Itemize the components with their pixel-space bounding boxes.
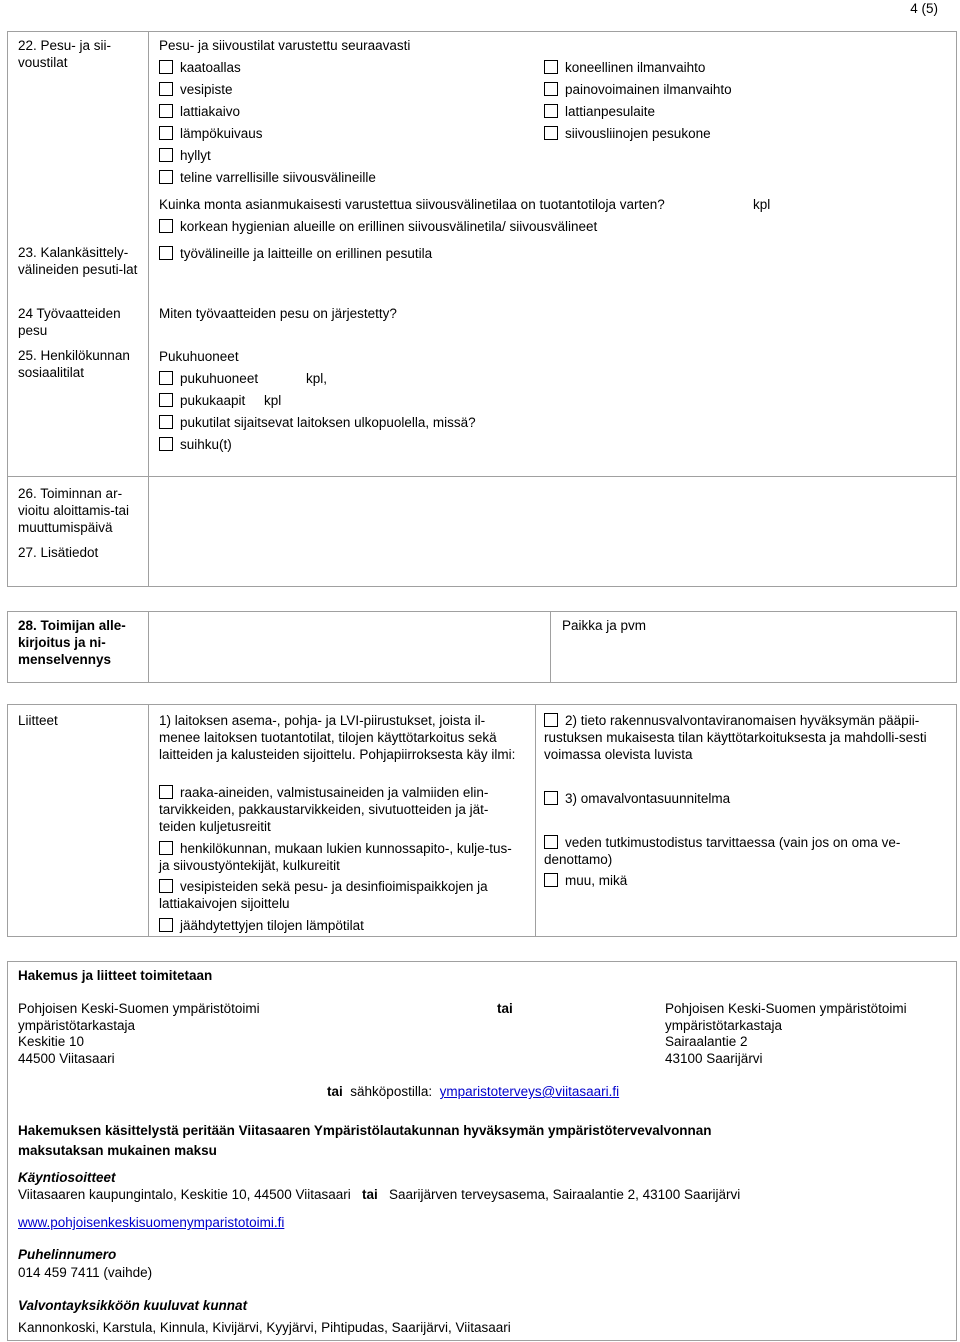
- checkbox-icon[interactable]: [159, 82, 173, 96]
- section23-label: 23. Kalankäsittely-välineiden pesuti-lat: [18, 245, 138, 277]
- address1-line3: Keskitie 10: [18, 1034, 85, 1049]
- section22-question: Kuinka monta asianmukaisesti varustettua siivousvälinetilaa on tuotantotiloja varten?: [159, 197, 665, 212]
- place-date-label: Paikka ja pvm: [562, 618, 647, 633]
- phone-number: 014 459 7411 (vaihde): [18, 1265, 153, 1280]
- option-tyovalineille-pesutila[interactable]: työvälineille ja laitteille on erillinen pesutila: [159, 245, 432, 262]
- attachment-sub-item-1[interactable]: raaka-aineiden, valmistusaineiden ja valmiiden elin-tarvikkeiden, pakkaustarvikkeiden, sivutuotteiden ja jät-teiden kuljetusreitit: [159, 785, 489, 834]
- option-korkean-hygienian[interactable]: korkean hygienian alueille on erillinen siivousvälinetila/ siivousvälineet: [159, 218, 597, 235]
- attachments-divider-2: [535, 704, 536, 937]
- email-link[interactable]: ymparistoterveys@viitasaari.fi: [439, 1084, 620, 1099]
- checkbox-icon[interactable]: [159, 126, 173, 140]
- attachment-sub-item-3[interactable]: vesipisteiden sekä pesu- ja desinfioimispaikkojen ja lattiakaivojen sijoittelu: [159, 879, 488, 911]
- option-vesipiste[interactable]: vesipiste: [159, 81, 233, 98]
- option-suihku[interactable]: suihku(t): [159, 436, 232, 453]
- checkbox-icon[interactable]: [159, 785, 173, 799]
- attachment-sub-item-4[interactable]: jäähdytettyjen tilojen lämpötilat: [159, 917, 521, 934]
- checkbox-icon[interactable]: [159, 104, 173, 118]
- section26-label: 26. Toiminnan ar-vioitu aloittamis-tai muuttumispäivä: [18, 486, 130, 535]
- checkbox-icon[interactable]: [159, 219, 173, 233]
- section24-label: 24 Työvaatteiden pesu: [18, 306, 121, 338]
- visit-heading: Käyntiosoitteet: [18, 1170, 116, 1185]
- pukuhuoneet-unit: kpl,: [306, 371, 328, 386]
- option-lampokuivaus[interactable]: lämpökuivaus: [159, 125, 263, 142]
- phone-heading: Puhelinnumero: [18, 1247, 117, 1262]
- row-separator-26: [7, 476, 957, 477]
- place-date-field[interactable]: [554, 636, 952, 680]
- checkbox-icon[interactable]: [544, 60, 558, 74]
- signature-divider-2: [550, 611, 551, 683]
- section22-kpl: kpl: [753, 197, 771, 212]
- checkbox-icon[interactable]: [544, 835, 558, 849]
- pukukaapit-unit: kpl: [264, 393, 282, 408]
- section27-label: 27. Lisätiedot: [18, 545, 99, 560]
- checkbox-icon[interactable]: [544, 713, 558, 727]
- checkbox-icon[interactable]: [544, 82, 558, 96]
- option-teline[interactable]: teline varrellisille siivousvälineille: [159, 169, 376, 186]
- main-table-divider: [148, 31, 149, 587]
- checkbox-icon[interactable]: [544, 104, 558, 118]
- checkbox-icon[interactable]: [544, 873, 558, 887]
- address1-line2: ympäristötarkastaja: [18, 1018, 136, 1033]
- address2-line3: Sairaalantie 2: [665, 1034, 748, 1049]
- section25-heading: Pukuhuoneet: [159, 349, 239, 364]
- footer-heading: Hakemus ja liitteet toimitetaan: [18, 968, 213, 983]
- fee-text: Hakemuksen käsittelystä peritään Viitasaaren Ympäristölautakunnan hyväksymän ympäristötervevalvonnan maksutaksan mukainen maksu: [18, 1123, 712, 1158]
- attachments-divider-1: [148, 704, 149, 937]
- checkbox-icon[interactable]: [159, 60, 173, 74]
- checkbox-icon[interactable]: [159, 170, 173, 184]
- checkbox-icon[interactable]: [159, 371, 173, 385]
- address2-line2: ympäristötarkastaja: [665, 1018, 783, 1033]
- option-painovoimainen-ilmanvaihto[interactable]: painovoimainen ilmanvaihto: [544, 81, 732, 98]
- option-koneellinen-ilmanvaihto[interactable]: koneellinen ilmanvaihto: [544, 59, 705, 76]
- address2-line4: 43100 Saarijärvi: [665, 1051, 763, 1066]
- checkbox-icon[interactable]: [159, 246, 173, 260]
- checkbox-icon[interactable]: [159, 393, 173, 407]
- section22-intro: Pesu- ja siivoustilat varustettu seuraavasti: [159, 38, 411, 53]
- section24-question: Miten työvaatteiden pesu on järjestetty?: [159, 306, 397, 321]
- checkbox-icon[interactable]: [159, 415, 173, 429]
- checkbox-icon[interactable]: [159, 918, 173, 932]
- signature-field[interactable]: [152, 615, 546, 679]
- checkbox-icon[interactable]: [159, 148, 173, 162]
- attachments-label: Liitteet: [18, 713, 58, 728]
- checkbox-icon[interactable]: [159, 437, 173, 451]
- members-list: Kannonkoski, Karstula, Kinnula, Kivijärvi, Kyyjärvi, Pihtipudas, Saarijärvi, Viitasaari: [18, 1320, 511, 1335]
- main-table: [7, 31, 957, 587]
- address1-line1: Pohjoisen Keski-Suomen ympäristötoimi: [18, 1001, 260, 1016]
- visit-addresses: Viitasaaren kaupungintalo, Keskitie 10, 44500 Viitasaari tai Saarijärven terveysasema, Sairaalantie 2, 43100 Saarijärvi: [18, 1187, 741, 1202]
- option-kaatoallas[interactable]: kaatoallas: [159, 59, 241, 76]
- section25-label: 25. Henkilökunnan sosiaalitilat: [18, 348, 130, 380]
- attachment-item-3[interactable]: 3) omavalvontasuunnitelma: [544, 790, 949, 807]
- address2-line1: Pohjoisen Keski-Suomen ympäristötoimi: [665, 1001, 907, 1016]
- attachment-item-4[interactable]: veden tutkimustodistus tarvittaessa (vain jos on oma ve-denottamo): [544, 835, 901, 867]
- attachment-item-1: 1) laitoksen asema-, pohja- ja LVI-piirustukset, joista il-menee laitoksen tuotantotilat, tilojen käyttötarkoitus sekä laitteiden ja kalusteiden sijoittelu. Pohjapiirroksesta käy ilmi:: [159, 713, 516, 762]
- address-or: tai: [497, 1001, 513, 1016]
- option-lattiakaivo[interactable]: lattiakaivo: [159, 103, 240, 120]
- option-pukutilat-ulkopuolella[interactable]: pukutilat sijaitsevat laitoksen ulkopuolella, missä?: [159, 414, 476, 431]
- option-lattianpesulaite[interactable]: lattianpesulaite: [544, 103, 655, 120]
- attachment-item-5[interactable]: muu, mikä: [544, 872, 949, 889]
- attachment-item-2[interactable]: 2) tieto rakennusvalvontaviranomaisen hyväksymän pääpii-rustuksen mukaisesta tilan käyttötarkoituksesta ja mahdolli-sesti voimassa olevista luvista: [544, 713, 927, 762]
- section28-label: 28. Toimijan alle-kirjoitus ja ni-menselvennys: [18, 618, 126, 667]
- address1-line4: 44500 Viitasaari: [18, 1051, 115, 1066]
- website-link[interactable]: www.pohjoisenkeskisuomenymparistotoimi.fi: [18, 1215, 285, 1230]
- option-hyllyt[interactable]: hyllyt: [159, 147, 211, 164]
- members-heading: Valvontayksikköön kuuluvat kunnat: [18, 1298, 248, 1313]
- option-pukukaapit[interactable]: pukukaapit: [159, 392, 245, 409]
- option-siivousliinojen-pesukone[interactable]: siivousliinojen pesukone: [544, 125, 711, 142]
- attachment-sub-item-2[interactable]: henkilökunnan, mukaan lukien kunnossapito-, kulje-tus- ja siivoustyöntekijät, kulkureitit: [159, 841, 512, 873]
- checkbox-icon[interactable]: [544, 126, 558, 140]
- section22-label: 22. Pesu- ja sii-voustilat: [18, 38, 112, 70]
- email-line: tai sähköpostilla: ymparistoterveys@viitasaari.fi: [327, 1084, 620, 1099]
- checkbox-icon[interactable]: [159, 841, 173, 855]
- option-pukuhuoneet[interactable]: pukuhuoneet: [159, 370, 258, 387]
- page-number: 4 (5): [910, 1, 938, 16]
- checkbox-icon[interactable]: [159, 879, 173, 893]
- signature-divider-1: [148, 611, 149, 683]
- checkbox-icon[interactable]: [544, 791, 558, 805]
